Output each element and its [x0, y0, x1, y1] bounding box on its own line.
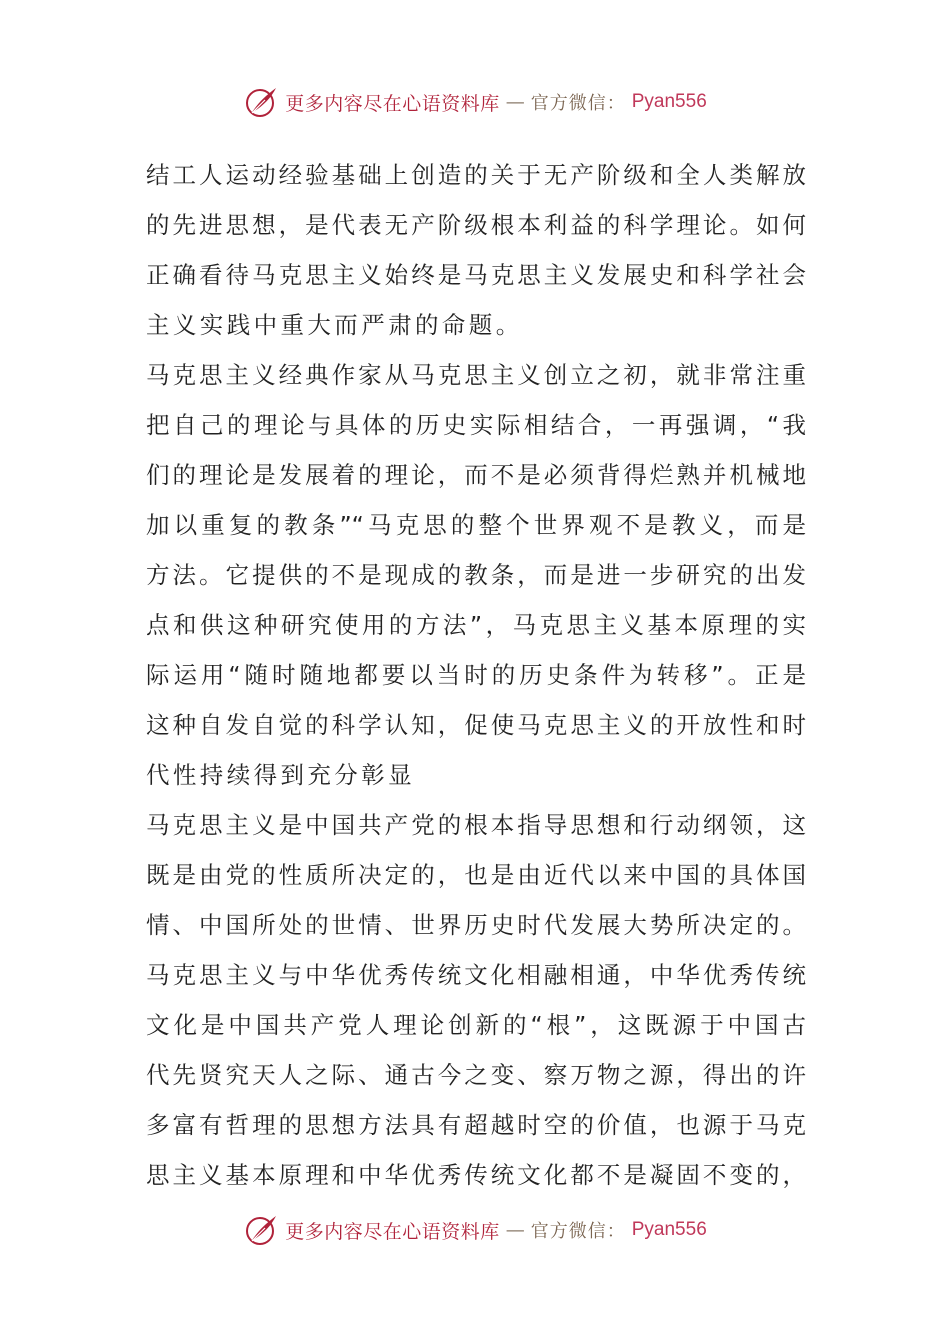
body-line: 马克思主义是中国共产党的根本指导思想和行动纲领，这	[146, 811, 806, 839]
quill-logo-icon	[243, 84, 279, 120]
body-line: 情、中国所处的世情、世界历史时代发展大势所决定的。	[146, 911, 806, 939]
body-line: 代先贤究天人之际、通古今之变、察万物之源，得出的许	[146, 1061, 806, 1089]
body-line: 既是由党的性质所决定的，也是由近代以来中国的具体国	[146, 861, 806, 889]
footer-banner	[0, 1210, 950, 1250]
body-line: 这种自发自觉的科学认知，促使马克思主义的开放性和时	[146, 711, 806, 739]
body-line: 点和供这种研究使用的方法”，马克思主义基本原理的实	[146, 611, 806, 639]
body-line: 的先进思想，是代表无产阶级根本利益的科学理论。如何	[146, 211, 806, 239]
body-line: 正确看待马克思主义始终是马克思主义发展史和科学社会	[146, 261, 806, 289]
header-banner	[0, 82, 950, 122]
body-line: 主义实践中重大而严肃的命题。	[146, 311, 523, 339]
body-line: 马克思主义与中华优秀传统文化相融相通，中华优秀传统	[146, 961, 806, 989]
body-line: 际运用“随时随地都要以当时的历史条件为转移”。正是	[146, 661, 806, 689]
body-line: 文化是中国共产党人理论创新的“根”，这既源于中国古	[146, 1011, 806, 1039]
body-line: 多富有哲理的思想方法具有超越时空的价值，也源于马克	[146, 1111, 806, 1139]
body-line: 加以重复的教条”“马克思的整个世界观不是教义，而是	[146, 511, 806, 539]
body-line: 思主义基本原理和中华优秀传统文化都不是凝固不变的，	[146, 1161, 806, 1189]
footer-separator: —	[505, 1219, 525, 1241]
footer-wechat-id: Pyan556	[631, 1219, 707, 1240]
body-line: 结工人运动经验基础上创造的关于无产阶级和全人类解放	[146, 161, 806, 189]
body-line: 把自己的理论与具体的历史实际相结合，一再强调，“我	[146, 411, 806, 439]
header-brand-text: 更多内容尽在心语资料库	[285, 92, 500, 115]
document-body	[146, 150, 806, 1200]
header-official-label: 官方微信：	[530, 93, 626, 114]
quill-logo-icon	[243, 1212, 279, 1248]
body-line: 马克思主义经典作家从马克思主义创立之初，就非常注重	[146, 361, 806, 389]
header-separator: —	[505, 91, 525, 113]
body-line: 代性持续得到充分彰显	[146, 761, 415, 789]
header-wechat-id: Pyan556	[631, 91, 707, 112]
footer-brand-text: 更多内容尽在心语资料库	[285, 1220, 500, 1243]
body-line: 方法。它提供的不是现成的教条，而是进一步研究的出发	[146, 561, 806, 589]
footer-official-label: 官方微信：	[530, 1221, 626, 1242]
body-line: 们的理论是发展着的理论，而不是必须背得烂熟并机械地	[146, 461, 806, 489]
